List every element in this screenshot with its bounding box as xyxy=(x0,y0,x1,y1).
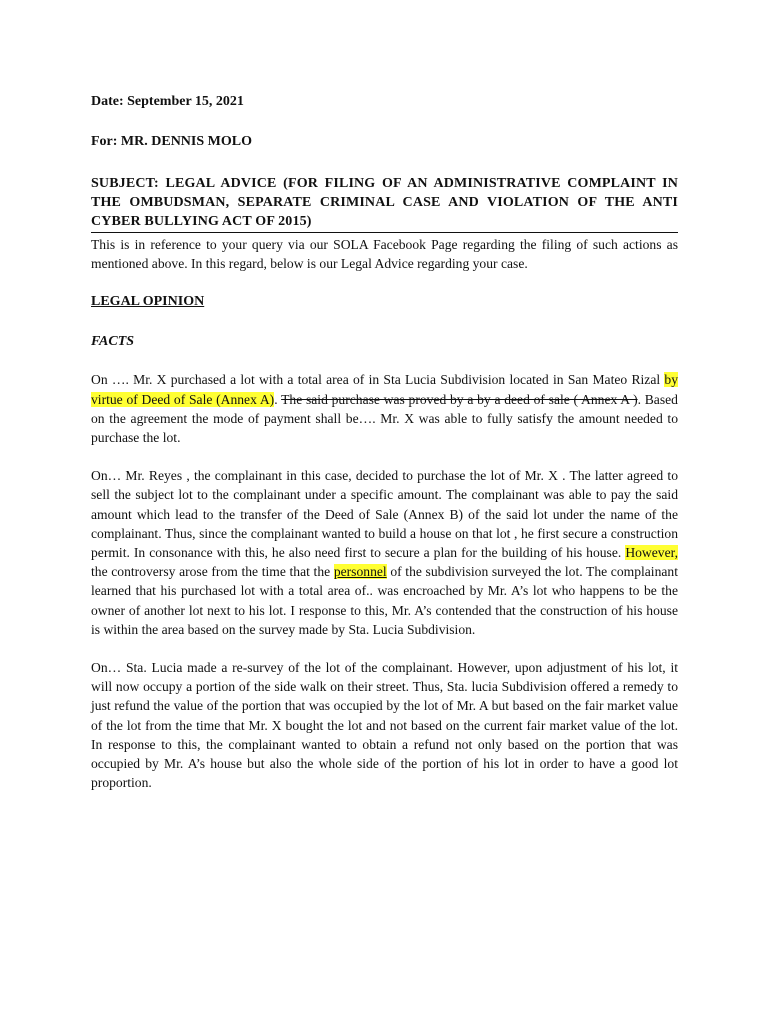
highlighted-text: by virtue of Deed of Sale (Annex A) xyxy=(91,372,678,407)
legal-opinion-heading: LEGAL OPINION xyxy=(91,294,205,310)
document-body xyxy=(91,92,678,792)
facts-paragraph-2 xyxy=(91,466,678,639)
para2-text-c: of the subdivision surveyed the lot. The complainant learned that his purchased lot with a total area of.. was encroached by Mr. A’s lot who happens to be the owner of another lot next to his lot. I response to this, Mr. A’s contended that the construction of his house is within the area based on the survey made by Sta. Lucia Subdivision. xyxy=(91,564,678,637)
para1-text-a: On …. Mr. X purchased a lot with a total area of in Sta Lucia Subdivision located in San Mateo Rizal xyxy=(91,372,665,388)
highlighted-text: However, xyxy=(625,545,678,561)
para2-text-a: On… Mr. Reyes , the complainant in this case, decided to purchase the lot of Mr. X . The latter agreed to sell the subject lot to the complainant under a specific amount. The complainant was able to pay the said amount which lead to the transfer of the Deed of Sale (Annex B) of the said lot under the name of the complainant. Thus, since the complainant wanted to build a house on that lot , he first secure a construction permit. In consonance with this, he also need first to secure a plan for the building of his house. xyxy=(91,468,678,561)
facts-paragraph-3: On… Sta. Lucia made a re-survey of the lot of the complainant. However, upon adjustment of his lot, it will now occupy a portion of the side walk on their street. Thus, Sta. lucia Subdivision offered a remedy to just refund the value of the portion that was occupied by the lot of Mr. A but based on the fair market value of the lot from the time that Mr. X bought the lot and not based on the current fair market value of the lot. In response to this, the complainant wanted to obtain a refund not only based on the portion that was occupied by Mr. A’s house but also the whole side of the portion of his lot in order to have a good lot proportion. xyxy=(91,660,678,791)
highlighted-text: personnel xyxy=(333,564,387,580)
subject-heading: SUBJECT: LEGAL ADVICE (FOR FILING OF AN ADMINISTRATIVE COMPLAINT IN THE OMBUDSMAN, SEPARATE CRIMINAL CASE AND VIOLATION OF THE ANTI CYBER BULLYING ACT OF 2015) xyxy=(91,176,678,229)
recipient-line: For: MR. DENNIS MOLO xyxy=(91,134,252,149)
para1-text-c: . Based on the agreement the mode of payment shall be…. Mr. X was able to fully satisfy the amount needed to purchase the lot. xyxy=(91,391,678,446)
para2-text-b: the controversy arose from the time that the xyxy=(91,564,334,580)
date-line: Date: September 15, 2021 xyxy=(91,94,244,109)
facts-heading: FACTS xyxy=(91,334,135,350)
subject-divider xyxy=(91,232,678,233)
facts-paragraph-1 xyxy=(91,370,678,447)
para1-text-b: . xyxy=(274,391,282,407)
intro-paragraph: This is in reference to your query via our SOLA Facebook Page regarding the filing of such actions as mentioned above. In this regard, below is our Legal Advice regarding your case. xyxy=(91,237,678,272)
struck-text: The said purchase was proved by a by a deed of sale ( Annex A ) xyxy=(281,391,638,407)
